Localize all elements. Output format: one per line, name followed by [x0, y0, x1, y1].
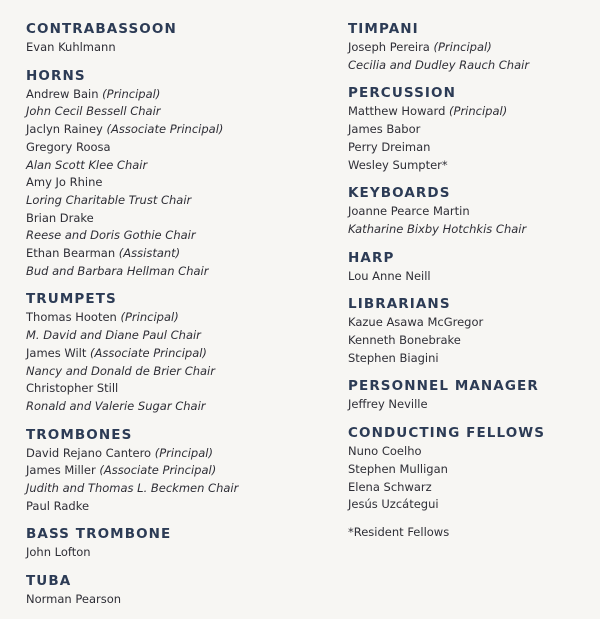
musician-role: (Principal)	[120, 310, 179, 325]
musician-name: Evan Kuhlmann	[26, 40, 116, 54]
musician-name: Joseph Pereira	[348, 40, 430, 54]
resident-fellows-footnote: *Resident Fellows	[348, 524, 450, 539]
musician-entry	[26, 121, 326, 139]
musician-name: Wesley Sumpter*	[348, 157, 448, 172]
musician-entry	[26, 174, 326, 192]
musician-name: Brian Drake	[26, 210, 94, 225]
musician-entry	[348, 332, 593, 350]
section-bass-trombone	[26, 525, 326, 562]
musician-entry	[26, 245, 326, 263]
musician-entry	[26, 309, 326, 327]
musician-entry	[348, 396, 593, 414]
musician-entry	[348, 496, 593, 514]
section-heading: TROMBONES	[26, 426, 133, 443]
section-conducting-fellows	[348, 424, 593, 514]
musician-entry	[26, 39, 326, 57]
musician-name: James Miller	[26, 463, 96, 478]
section-percussion	[348, 84, 593, 174]
chair-dedication: Bud and Barbara Hellman Chair	[26, 263, 209, 278]
musician-name: Jesús Uzcátegui	[348, 497, 439, 512]
section-harp	[348, 249, 593, 286]
musician-name: Amy Jo Rhine	[26, 175, 103, 190]
section-timpani	[348, 20, 593, 74]
musician-name: Andrew Bain	[26, 86, 99, 101]
musician-name: James Wilt	[26, 345, 87, 360]
musician-entry	[348, 479, 593, 497]
chair-dedication: Cecilia and Dudley Rauch Chair	[348, 57, 530, 72]
musician-entry	[348, 103, 593, 121]
musician-entry	[348, 121, 593, 139]
musician-role: (Principal)	[449, 104, 508, 119]
musician-name: Jaclyn Rainey	[26, 122, 103, 137]
musician-name: Kazue Asawa McGregor	[348, 315, 484, 330]
section-contrabassoon	[26, 20, 326, 57]
musician-entry	[348, 203, 593, 221]
section-heading: TUBA	[26, 573, 72, 590]
musician-name: Paul Radke	[26, 498, 90, 513]
musician-role: (Principal)	[102, 86, 161, 101]
musician-name: Stephen Mulligan	[348, 461, 448, 476]
section-heading: LIBRARIANS	[348, 296, 451, 313]
musician-entry	[348, 314, 593, 332]
musician-entry	[26, 591, 326, 609]
section-heading: PERCUSSION	[348, 85, 457, 102]
musician-name: John Lofton	[26, 545, 91, 560]
musician-name: David Rejano Cantero	[26, 445, 152, 460]
musician-entry	[348, 139, 593, 157]
musician-entry	[348, 443, 593, 461]
musician-entry	[26, 380, 326, 398]
musician-name: James Babor	[348, 122, 421, 137]
musician-entry	[348, 39, 593, 57]
chair-dedication: Nancy and Donald de Brier Chair	[26, 363, 215, 378]
section-trumpets	[26, 290, 326, 415]
musician-role: (Associate Principal)	[106, 122, 224, 137]
section-librarians	[348, 295, 593, 367]
right-column	[348, 20, 593, 542]
section-horns	[26, 67, 326, 281]
musician-entry	[26, 462, 326, 480]
chair-dedication: Loring Charitable Trust Chair	[26, 192, 192, 207]
chair-dedication: Judith and Thomas L. Beckmen Chair	[26, 481, 239, 496]
musician-name: Lou Anne Neill	[348, 268, 431, 283]
section-personnel-manager	[348, 377, 593, 414]
chair-dedication: Katharine Bixby Hotchkis Chair	[348, 221, 527, 236]
right-column-sections	[348, 20, 593, 514]
chair-dedication: John Cecil Bessell Chair	[26, 104, 161, 119]
musician-entry	[26, 86, 326, 104]
musician-entry	[348, 350, 593, 368]
musician-role: (Principal)	[154, 445, 213, 460]
section-heading: CONTRABASSOON	[26, 21, 177, 37]
left-column	[26, 20, 326, 619]
section-heading: PERSONNEL MANAGER	[348, 378, 539, 395]
chair-dedication: Reese and Doris Gothie Chair	[26, 228, 196, 243]
section-trombones	[26, 426, 326, 516]
section-heading: KEYBOARDS	[348, 185, 451, 202]
section-tuba	[26, 572, 326, 609]
musician-role: (Associate Principal)	[90, 345, 207, 360]
musician-name: Norman Pearson	[26, 592, 122, 607]
section-keyboards	[348, 184, 593, 238]
musician-name: Christopher Still	[26, 381, 119, 396]
musician-name: Perry Dreiman	[348, 139, 431, 154]
musician-name: Joanne Pearce Martin	[348, 204, 470, 219]
section-heading: CONDUCTING FELLOWS	[348, 425, 546, 442]
musician-entry	[348, 461, 593, 479]
section-heading: TIMPANI	[348, 21, 419, 37]
musician-name: Elena Schwarz	[348, 479, 432, 494]
chair-dedication: Ronald and Valerie Sugar Chair	[26, 398, 206, 413]
musician-entry	[26, 139, 326, 157]
musician-role: (Assistant)	[118, 246, 181, 261]
musician-entry	[26, 544, 326, 562]
musician-entry	[348, 268, 593, 286]
section-heading: HORNS	[26, 67, 86, 84]
musician-name: Nuno Coelho	[348, 444, 422, 459]
musician-name: Matthew Howard	[348, 104, 446, 119]
musician-entry	[26, 210, 326, 228]
musician-name: Ethan Bearman	[26, 246, 116, 261]
musician-name: Thomas Hooten	[26, 310, 117, 325]
section-heading: HARP	[348, 249, 395, 266]
musician-entry	[26, 345, 326, 363]
musician-name: Gregory Roosa	[26, 139, 111, 154]
musician-entry	[348, 157, 593, 175]
section-heading: TRUMPETS	[26, 291, 117, 308]
musician-entry	[26, 498, 326, 516]
musician-role: (Principal)	[433, 40, 492, 54]
chair-dedication: M. David and Diane Paul Chair	[26, 328, 201, 343]
musician-name: Stephen Biagini	[348, 350, 439, 365]
section-heading: BASS TROMBONE	[26, 526, 172, 543]
musician-name: Kenneth Bonebrake	[348, 333, 461, 348]
musician-name: Jeffrey Neville	[348, 397, 428, 412]
musician-role: (Associate Principal)	[99, 463, 217, 478]
chair-dedication: Alan Scott Klee Chair	[26, 157, 148, 172]
musician-entry	[26, 445, 326, 463]
